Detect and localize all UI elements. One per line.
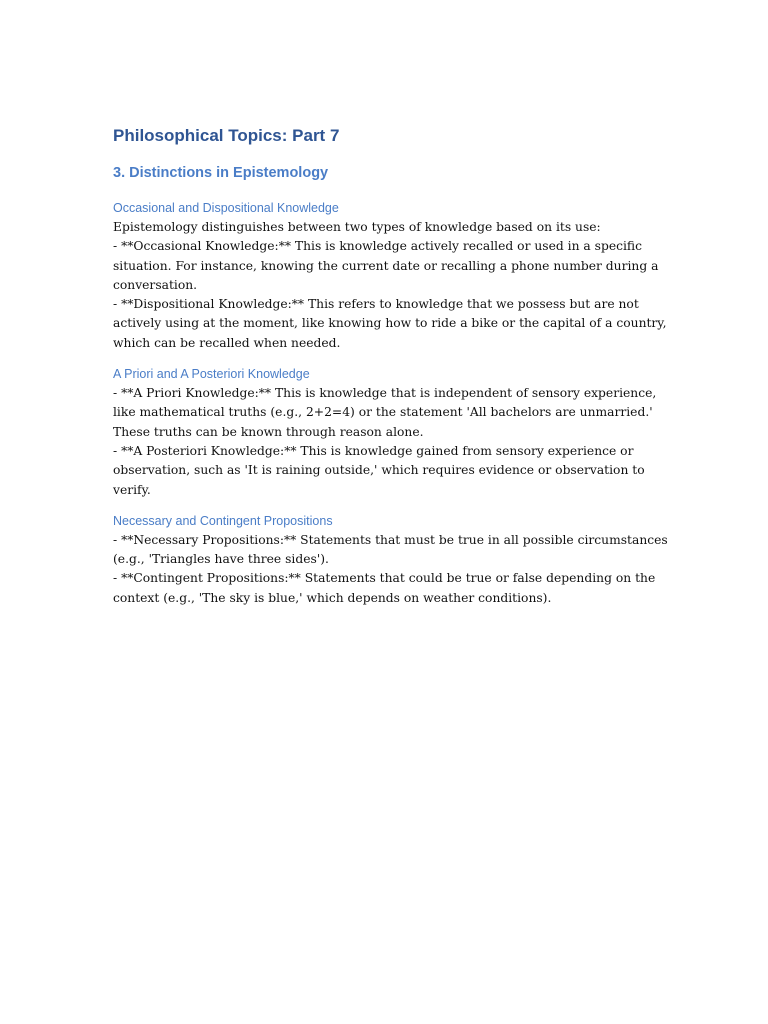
subsection-heading: Occasional and Dispositional Knowledge xyxy=(113,201,339,215)
subsection-body: Epistemology distinguishes between two types of knowledge based on its use: - **Occasional Knowledge:** This is knowledge actively recalled or used in a specific situation. For instance, knowing the current date or recalling a phone number during a conversation. - **Dispositional Knowledge:** This refers to knowledge that we possess but are not actively using at the moment, like knowing how to ride a bike or the capital of a country, which can be recalled when needed. xyxy=(113,220,667,350)
subsection-a-priori-a-posteriori xyxy=(113,365,668,500)
section-heading: 3. Distinctions in Epistemology xyxy=(113,165,329,181)
subsection-heading: Necessary and Contingent Propositions xyxy=(113,513,333,528)
subsection-heading: A Priori and A Posteriori Knowledge xyxy=(113,367,310,382)
subsection-necessary-contingent xyxy=(113,512,668,608)
subsection-occasional-dispositional xyxy=(113,199,668,353)
subsection-body: - **A Priori Knowledge:** This is knowledge that is independent of sensory experience, like mathematical truths (e.g., 2+2=4) or the statement 'All bachelors are unmarried.' These truths can be known through reason alone. - **A Posteriori Knowledge:** This is knowledge gained from sensory experience or observation, such as 'It is raining outside,' which requires evidence or observation to verify. xyxy=(113,386,657,497)
subsection-body: - **Necessary Propositions:** Statements that must be true in all possible circumstances (e.g., 'Triangles have three sides'). - **Contingent Propositions:** Statements that could be true or false depending on the context (e.g., 'The sky is blue,' which depends on weather conditions). xyxy=(113,532,668,605)
document-title: Philosophical Topics: Part 7 xyxy=(113,126,340,145)
